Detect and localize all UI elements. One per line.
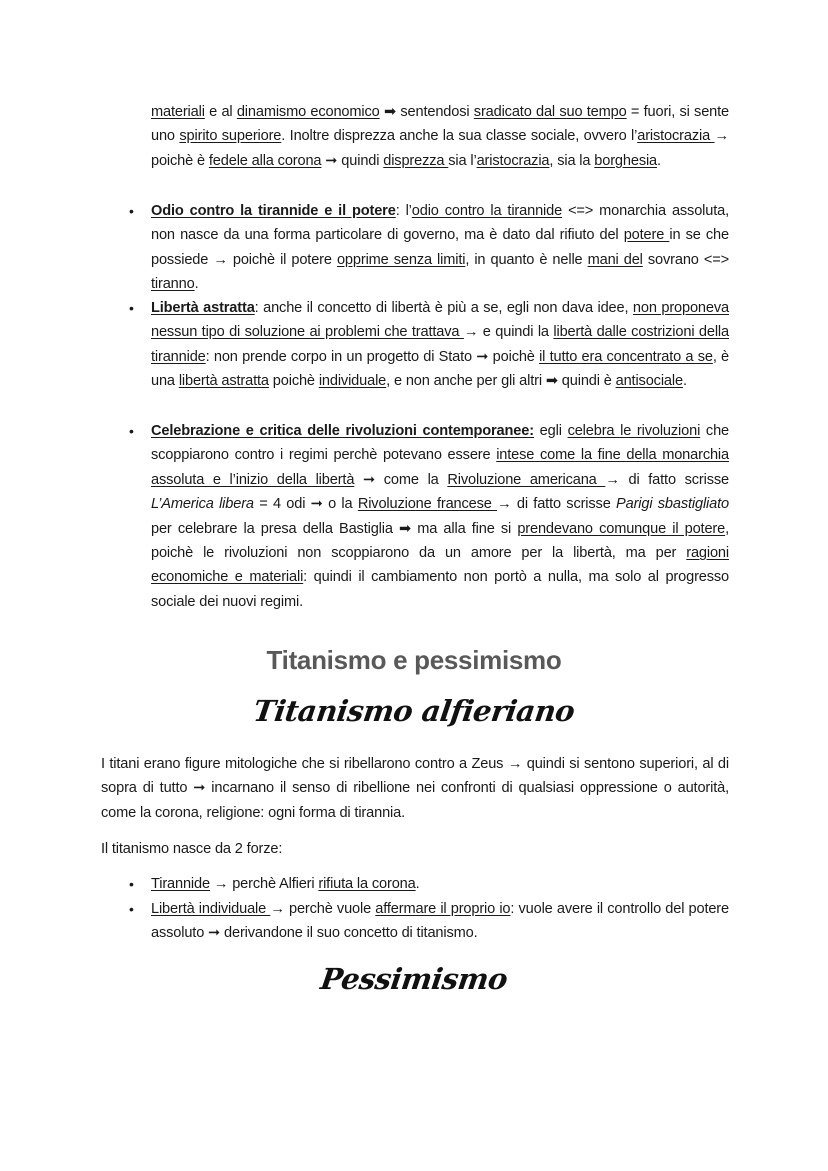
text-run: : quindi il cambiamento non portò a nulla, ma solo al progresso sociale dei nuovi regimi. xyxy=(151,569,730,610)
text-run: sradicato dal suo tempo xyxy=(473,104,627,120)
paragraph xyxy=(101,837,729,861)
text-run: → di fatto scrisse xyxy=(605,471,729,488)
bullet-item xyxy=(129,199,730,297)
text-run: sia l’ xyxy=(448,152,477,169)
subsection-heading: Titanismo alfieriano xyxy=(251,694,577,728)
bullet-marker: • xyxy=(129,876,134,892)
text-run: → perchè Alfieri xyxy=(209,876,319,892)
text-run: aristocrazia xyxy=(637,128,715,145)
bullet-marker: • xyxy=(129,300,134,316)
text-run: disprezza xyxy=(383,152,449,169)
text-run: rifiuta la corona xyxy=(318,876,416,892)
bullet-marker: • xyxy=(129,423,134,439)
text-run: ragioni economiche e materiali xyxy=(151,545,729,586)
paragraph xyxy=(101,752,729,825)
text-run: , sia la xyxy=(549,152,595,169)
section-heading: Titanismo e pessimismo xyxy=(266,645,562,675)
text-run: Libertà individuale xyxy=(151,901,271,917)
text-run: intese come la fine della monarchia assoluta e l’inizio della libertà xyxy=(151,447,729,488)
bullet-item xyxy=(129,897,729,946)
text-run: libertà astratta xyxy=(178,373,269,390)
text-run: individuale xyxy=(318,373,387,390)
text-run: Rivoluzione americana xyxy=(447,471,606,488)
text-run: Libertà astratta xyxy=(151,300,255,316)
text-run: prendevano comunque il potere xyxy=(517,520,726,537)
text-run: ➡ sentendosi xyxy=(379,104,474,120)
text-run: tiranno xyxy=(151,276,195,293)
text-run: non proponeva nessun tipo di soluzione ai problemi che trattava xyxy=(151,300,729,341)
text-run: → poichè è xyxy=(151,128,729,169)
text-run: odio contro la tirannide xyxy=(411,203,563,219)
text-run: Odio contro la tirannide e il potere xyxy=(151,203,396,219)
subsection-heading: Pessimismo xyxy=(318,962,510,996)
text-run: fedele alla corona xyxy=(208,152,322,169)
text-run: e al xyxy=(204,104,237,120)
text-run: . xyxy=(194,276,199,293)
bullet-item xyxy=(129,296,730,394)
text-run: borghesia xyxy=(594,152,658,169)
text-run: materiali xyxy=(151,104,205,120)
text-run: opprime senza limiti xyxy=(336,251,466,268)
text-run: Rivoluzione francese xyxy=(357,496,498,513)
text-run: . xyxy=(682,373,687,390)
text-run: Il titanismo nasce da 2 forze: xyxy=(101,841,283,857)
text-run: I titani erano figure mitologiche che si ribellarono contro a Zeus → quindi si sentono superiori, al di sopra di tutto ➞ incarnano il senso di ribellione nei confronti di qualsiasi oppressione o autorità, come la corona, religione: ogni forma di tirannia. xyxy=(101,756,729,821)
bullet-marker: • xyxy=(129,901,134,917)
text-run: dinamismo economico xyxy=(236,104,380,120)
text-run: → di fatto scrisse xyxy=(497,496,617,513)
text-run: = fuori, si sente uno xyxy=(151,104,730,145)
text-run: aristocrazia xyxy=(476,152,550,169)
text-run: egli xyxy=(533,423,568,439)
text-run: . xyxy=(657,152,661,169)
bullet-marker: • xyxy=(129,203,134,219)
text-run: Celebrazione e critica delle rivoluzioni contemporanee: xyxy=(151,423,534,439)
text-run: sovrano <=> xyxy=(642,251,729,268)
text-run: libertà dalle costrizioni della tirannide xyxy=(151,324,729,365)
text-run: : non prende corpo in un progetto di Stato ➞ poichè xyxy=(205,348,540,365)
text-run: poichè xyxy=(268,373,319,390)
text-run: affermare il proprio io xyxy=(375,901,511,917)
text-run: celebra le rivoluzioni xyxy=(567,423,701,439)
text-run: → perchè vuole xyxy=(270,901,376,917)
text-run: <=> monarchia assoluta, non nasce da una forma particolare di governo, ma è dato dal rifiuto del xyxy=(151,203,730,244)
paragraph xyxy=(151,100,729,173)
text-run: : l’ xyxy=(395,203,412,219)
text-run: il tutto era concentrato a se xyxy=(539,348,713,365)
text-run: , poichè le rivoluzioni non scoppiarono da un amore per la libertà, ma per xyxy=(151,520,730,562)
text-run: ➞ come la xyxy=(354,471,448,488)
text-run: potere xyxy=(623,227,670,244)
text-run: Parigi sbastigliato xyxy=(616,496,729,513)
bullet-item xyxy=(129,419,730,614)
text-run: che scoppiarono contro i regimi perchè potevano essere xyxy=(151,423,729,464)
text-run: ➞ quindi xyxy=(321,152,384,169)
text-run: : anche il concetto di libertà è più a se, egli non dava idee, xyxy=(254,300,633,316)
text-run: → e quindi la xyxy=(463,324,554,341)
text-run: : vuole avere il controllo del potere assoluto ➞ derivandone il suo concetto di titanismo. xyxy=(151,901,729,942)
text-run: per celebrare la presa della Bastiglia ➡ ma alla fine si xyxy=(151,520,518,537)
text-run: in se che possiede → poichè il potere xyxy=(151,227,729,268)
text-run: . xyxy=(415,876,420,892)
text-run: spirito superiore xyxy=(179,128,282,145)
text-run: Tirannide xyxy=(151,876,210,892)
bullet-item xyxy=(129,872,729,896)
text-run: , in quanto è nelle xyxy=(465,251,588,268)
text-run: = 4 odi ➞ o la xyxy=(253,496,358,513)
text-run: antisociale xyxy=(615,373,683,390)
text-run: , e non anche per gli altri ➡ quindi è xyxy=(386,373,616,390)
text-run: L’America libera xyxy=(151,496,254,513)
text-run: . Inoltre disprezza anche la sua classe sociale, ovvero l’ xyxy=(281,128,638,145)
text-run: mani del xyxy=(587,251,643,268)
text-run: , è una xyxy=(151,348,730,390)
